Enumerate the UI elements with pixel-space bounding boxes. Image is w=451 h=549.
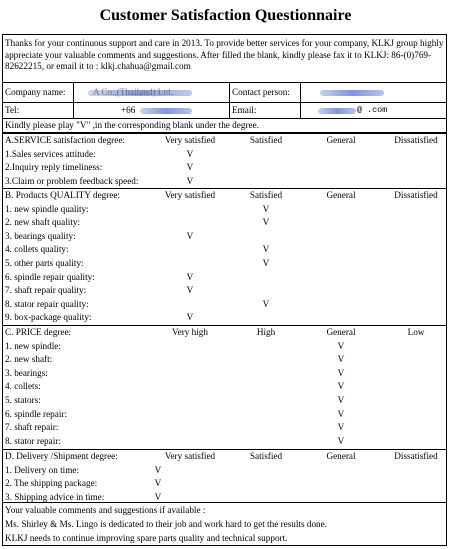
selected-mark: V bbox=[262, 217, 270, 228]
selected-mark: V bbox=[186, 312, 194, 323]
selected-mark: V bbox=[337, 408, 345, 419]
selected-mark: V bbox=[337, 367, 345, 378]
question-label: 8. stator repair quality: bbox=[5, 298, 89, 309]
divider bbox=[229, 82, 230, 118]
question-label: 3.Claim or problem feedback speed: bbox=[5, 175, 139, 186]
redacted-tel bbox=[140, 108, 192, 114]
question-label: 7. shaft repair quality: bbox=[5, 285, 87, 296]
section-divider bbox=[2, 449, 447, 450]
question-label: 1.Sales services attitude: bbox=[5, 148, 96, 159]
question-label: 8. stator repair: bbox=[5, 435, 61, 446]
divider bbox=[73, 82, 74, 118]
question-label: 1. Delivery on time: bbox=[5, 464, 79, 475]
selected-mark: V bbox=[262, 258, 270, 268]
degree-column-header: Satisfied bbox=[249, 451, 283, 461]
selected-mark: V bbox=[186, 162, 194, 173]
degree-column-header: Dissatisfied bbox=[394, 135, 438, 145]
degree-column-header: Dissatisfied bbox=[394, 451, 438, 461]
divider bbox=[300, 82, 301, 118]
instruction-text: Kindly please play "V" ,in the corresponding blank under the degree. bbox=[5, 120, 259, 130]
section-divider bbox=[2, 133, 447, 134]
question-label: 2.Inquiry reply timeliness: bbox=[5, 162, 103, 173]
selected-mark: V bbox=[337, 354, 345, 365]
question-label: 3. Shipping advice in time: bbox=[5, 491, 105, 502]
question-label: 3. bearings quality: bbox=[5, 230, 76, 241]
degree-column-header: General bbox=[326, 327, 356, 337]
selected-mark: V bbox=[337, 340, 345, 351]
email-value: @ .com bbox=[357, 105, 388, 115]
section-divider bbox=[2, 188, 447, 189]
comment-line-2: KLKJ needs to continue improving spare parts quality and technical support. bbox=[5, 533, 288, 543]
selected-mark: V bbox=[186, 271, 194, 282]
degree-column-header: Very satisfied bbox=[164, 451, 216, 461]
selected-mark: V bbox=[154, 491, 162, 502]
selected-mark: V bbox=[186, 148, 194, 159]
company-name-label: Company name: bbox=[5, 87, 66, 97]
redacted-contact-person bbox=[320, 90, 384, 96]
section-divider bbox=[2, 325, 447, 326]
degree-column-header: Very high bbox=[172, 327, 208, 337]
question-label: 5. stators: bbox=[5, 395, 41, 405]
question-label: 9. box-package quality: bbox=[5, 312, 92, 323]
selected-mark: V bbox=[337, 422, 345, 433]
degree-column-header: General bbox=[326, 190, 356, 200]
selected-mark: V bbox=[337, 435, 345, 446]
intro-paragraph: Thanks for your continuous support and care in 2013. To provide better services for your company, KLKJ group highly appreciate your valuable comments and suggestions. After filled the blank, kindly please fax it to KLKJ: 86-(0)769-82622215, or email it to : klkj.chahua@gmail.com bbox=[5, 38, 444, 71]
selected-mark: V bbox=[186, 230, 194, 241]
selected-mark: V bbox=[154, 478, 162, 489]
degree-column-header: Very satisfied bbox=[164, 135, 216, 145]
question-label: 1. new spindle quality: bbox=[5, 203, 89, 214]
section-header: C. PRICE degree: bbox=[5, 327, 72, 337]
degree-column-header: Very satisfied bbox=[164, 190, 216, 200]
degree-column-header: Satisfied bbox=[249, 190, 283, 200]
question-label: 6. spindle repair: bbox=[5, 408, 67, 419]
divider bbox=[2, 102, 447, 103]
section-header: A.SERVICE satisfaction degree: bbox=[5, 135, 125, 145]
selected-mark: V bbox=[262, 244, 270, 255]
contact-person-label: Contact person: bbox=[232, 87, 290, 97]
redacted-email bbox=[318, 108, 356, 114]
divider bbox=[2, 82, 447, 83]
email-label: Email: bbox=[232, 105, 257, 115]
question-label: 2. The shipping package: bbox=[5, 478, 98, 489]
tel-label: Tel: bbox=[5, 105, 20, 115]
selected-mark: V bbox=[337, 381, 345, 392]
question-label: 1. new spindle: bbox=[5, 340, 61, 351]
selected-mark: V bbox=[337, 395, 345, 405]
degree-column-header: Dissatisfied bbox=[394, 190, 438, 200]
question-label: 4. collets: bbox=[5, 381, 41, 392]
selected-mark: V bbox=[262, 298, 270, 309]
selected-mark: V bbox=[154, 464, 162, 475]
question-label: 5. other parts quality: bbox=[5, 258, 84, 268]
section-header: B. Products QUALITY degree: bbox=[5, 190, 120, 200]
divider bbox=[2, 118, 447, 119]
question-label: 2. new shaft: bbox=[5, 354, 53, 365]
degree-column-header: Low bbox=[407, 327, 425, 337]
degree-column-header: High bbox=[256, 327, 276, 337]
degree-column-header: General bbox=[326, 135, 356, 145]
section-header: D. Delivery /Shipment degree: bbox=[5, 451, 118, 461]
question-label: 2. new shaft quality: bbox=[5, 217, 81, 228]
question-label: 6. spindle repair quality: bbox=[5, 271, 95, 282]
section-divider bbox=[2, 502, 447, 503]
comment-line-1: Ms. Shirley & Ms. Lingo is dedicated to their job and work hard to get the results done. bbox=[5, 519, 328, 529]
question-label: 3. bearings: bbox=[5, 367, 48, 378]
tel-value: +66 bbox=[121, 105, 136, 115]
comments-label: Your valuable comments and suggestions if available : bbox=[5, 505, 206, 515]
question-label: 4. collets quality: bbox=[5, 244, 69, 255]
degree-column-header: General bbox=[326, 451, 356, 461]
company-name-value: A Co.,(Thailand) Ltd. bbox=[93, 87, 173, 97]
selected-mark: V bbox=[186, 285, 194, 296]
selected-mark: V bbox=[186, 175, 194, 186]
page-title: Customer Satisfaction Questionnaire bbox=[99, 7, 352, 24]
question-label: 7. shaft repair: bbox=[5, 422, 59, 433]
degree-column-header: Satisfied bbox=[249, 135, 283, 145]
selected-mark: V bbox=[262, 203, 270, 214]
